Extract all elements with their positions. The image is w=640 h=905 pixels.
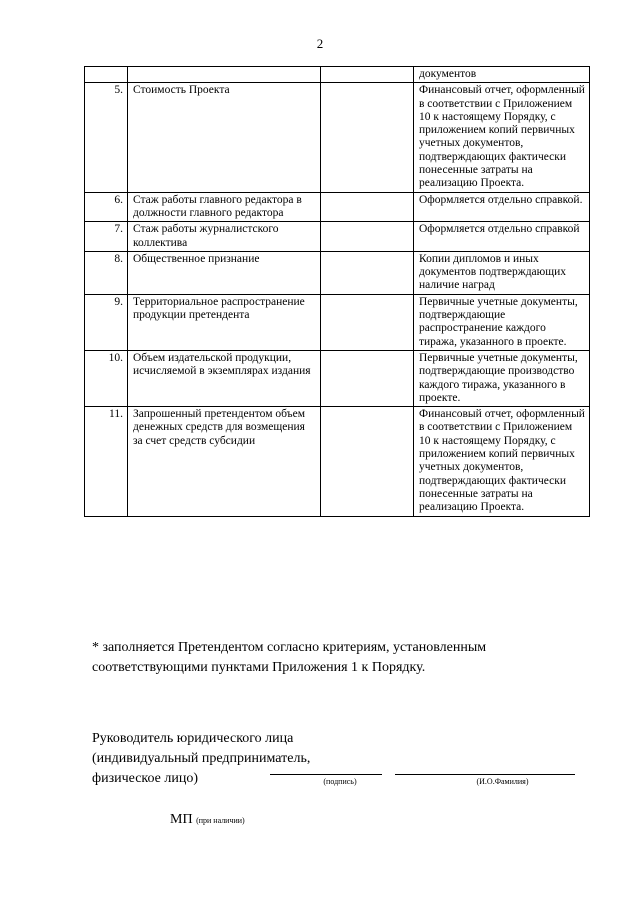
stamp-block	[170, 812, 245, 828]
table-row	[85, 407, 590, 516]
criterion-name: Территориальное распространение продукции претендента	[128, 294, 321, 350]
row-number	[85, 67, 128, 83]
criterion-value	[321, 407, 414, 516]
supporting-document: Финансовый отчет, оформленный в соответствии с Приложением 10 к настоящему Порядку, с приложением копий первичных учетных документов, подтверждающих фактически понесенные затраты на реализацию Проекта.	[414, 83, 590, 192]
stamp-note: (при наличии)	[196, 816, 245, 825]
row-number: 5.	[85, 83, 128, 192]
table-row	[85, 222, 590, 252]
supporting-document: Первичные учетные документы, подтверждающие распространение каждого тиража, указанного в проекте.	[414, 294, 590, 350]
page-number: 2	[316, 36, 324, 51]
stamp-label: МП	[170, 812, 193, 827]
full-name-line	[395, 774, 575, 775]
row-number: 11.	[85, 407, 128, 516]
supporting-document: документов	[414, 67, 590, 83]
table-row	[85, 192, 590, 222]
criterion-value	[321, 251, 414, 294]
signature-line	[270, 774, 382, 775]
table-row	[85, 294, 590, 350]
row-number: 8.	[85, 251, 128, 294]
criterion-value	[321, 83, 414, 192]
criterion-name	[128, 67, 321, 83]
signer-line-1: Руководитель юридического лица	[92, 731, 294, 746]
criterion-name: Общественное признание	[128, 251, 321, 294]
signer-line-2: (индивидуальный предприниматель,	[92, 751, 311, 766]
row-number: 6.	[85, 192, 128, 222]
supporting-document: Копии дипломов и иных документов подтверждающих наличие наград	[414, 251, 590, 294]
signature-caption: (подпись)	[323, 777, 357, 786]
row-number: 10.	[85, 350, 128, 406]
signer-line-3: физическое лицо)	[92, 771, 199, 786]
supporting-document: Первичные учетные документы, подтверждающие производство каждого тиража, указанного в проекте.	[414, 350, 590, 406]
criterion-value	[321, 350, 414, 406]
table-row	[85, 251, 590, 294]
supporting-document: Оформляется отдельно справкой	[414, 222, 590, 252]
row-number: 9.	[85, 294, 128, 350]
table-row	[85, 350, 590, 406]
criterion-value	[321, 222, 414, 252]
criterion-name: Объем издательской продукции, исчисляемой в экземплярах издания	[128, 350, 321, 406]
supporting-document: Финансовый отчет, оформленный в соответствии с Приложением 10 к настоящему Порядку, с приложением копий первичных учетных документов, подтверждающих фактически понесенные затраты на реализацию Проекта.	[414, 407, 590, 516]
criterion-value	[321, 67, 414, 83]
criterion-name: Стаж работы главного редактора в должности главного редактора	[128, 192, 321, 222]
table-row	[85, 83, 590, 192]
footnote: * заполняется Претендентом согласно критериям, установленным соответствующими пунктами Приложения 1 к Порядку.	[92, 640, 487, 675]
supporting-document: Оформляется отдельно справкой.	[414, 192, 590, 222]
criterion-value	[321, 192, 414, 222]
full-name-caption: (И.О.Фамилия)	[476, 777, 529, 786]
criterion-name: Стаж работы журналистского коллектива	[128, 222, 321, 252]
table-row	[85, 67, 590, 83]
criteria-table	[84, 66, 590, 517]
row-number: 7.	[85, 222, 128, 252]
criterion-value	[321, 294, 414, 350]
criterion-name: Запрошенный претендентом объем денежных средств для возмещения за счет средств субсидии	[128, 407, 321, 516]
criterion-name: Стоимость Проекта	[128, 83, 321, 192]
